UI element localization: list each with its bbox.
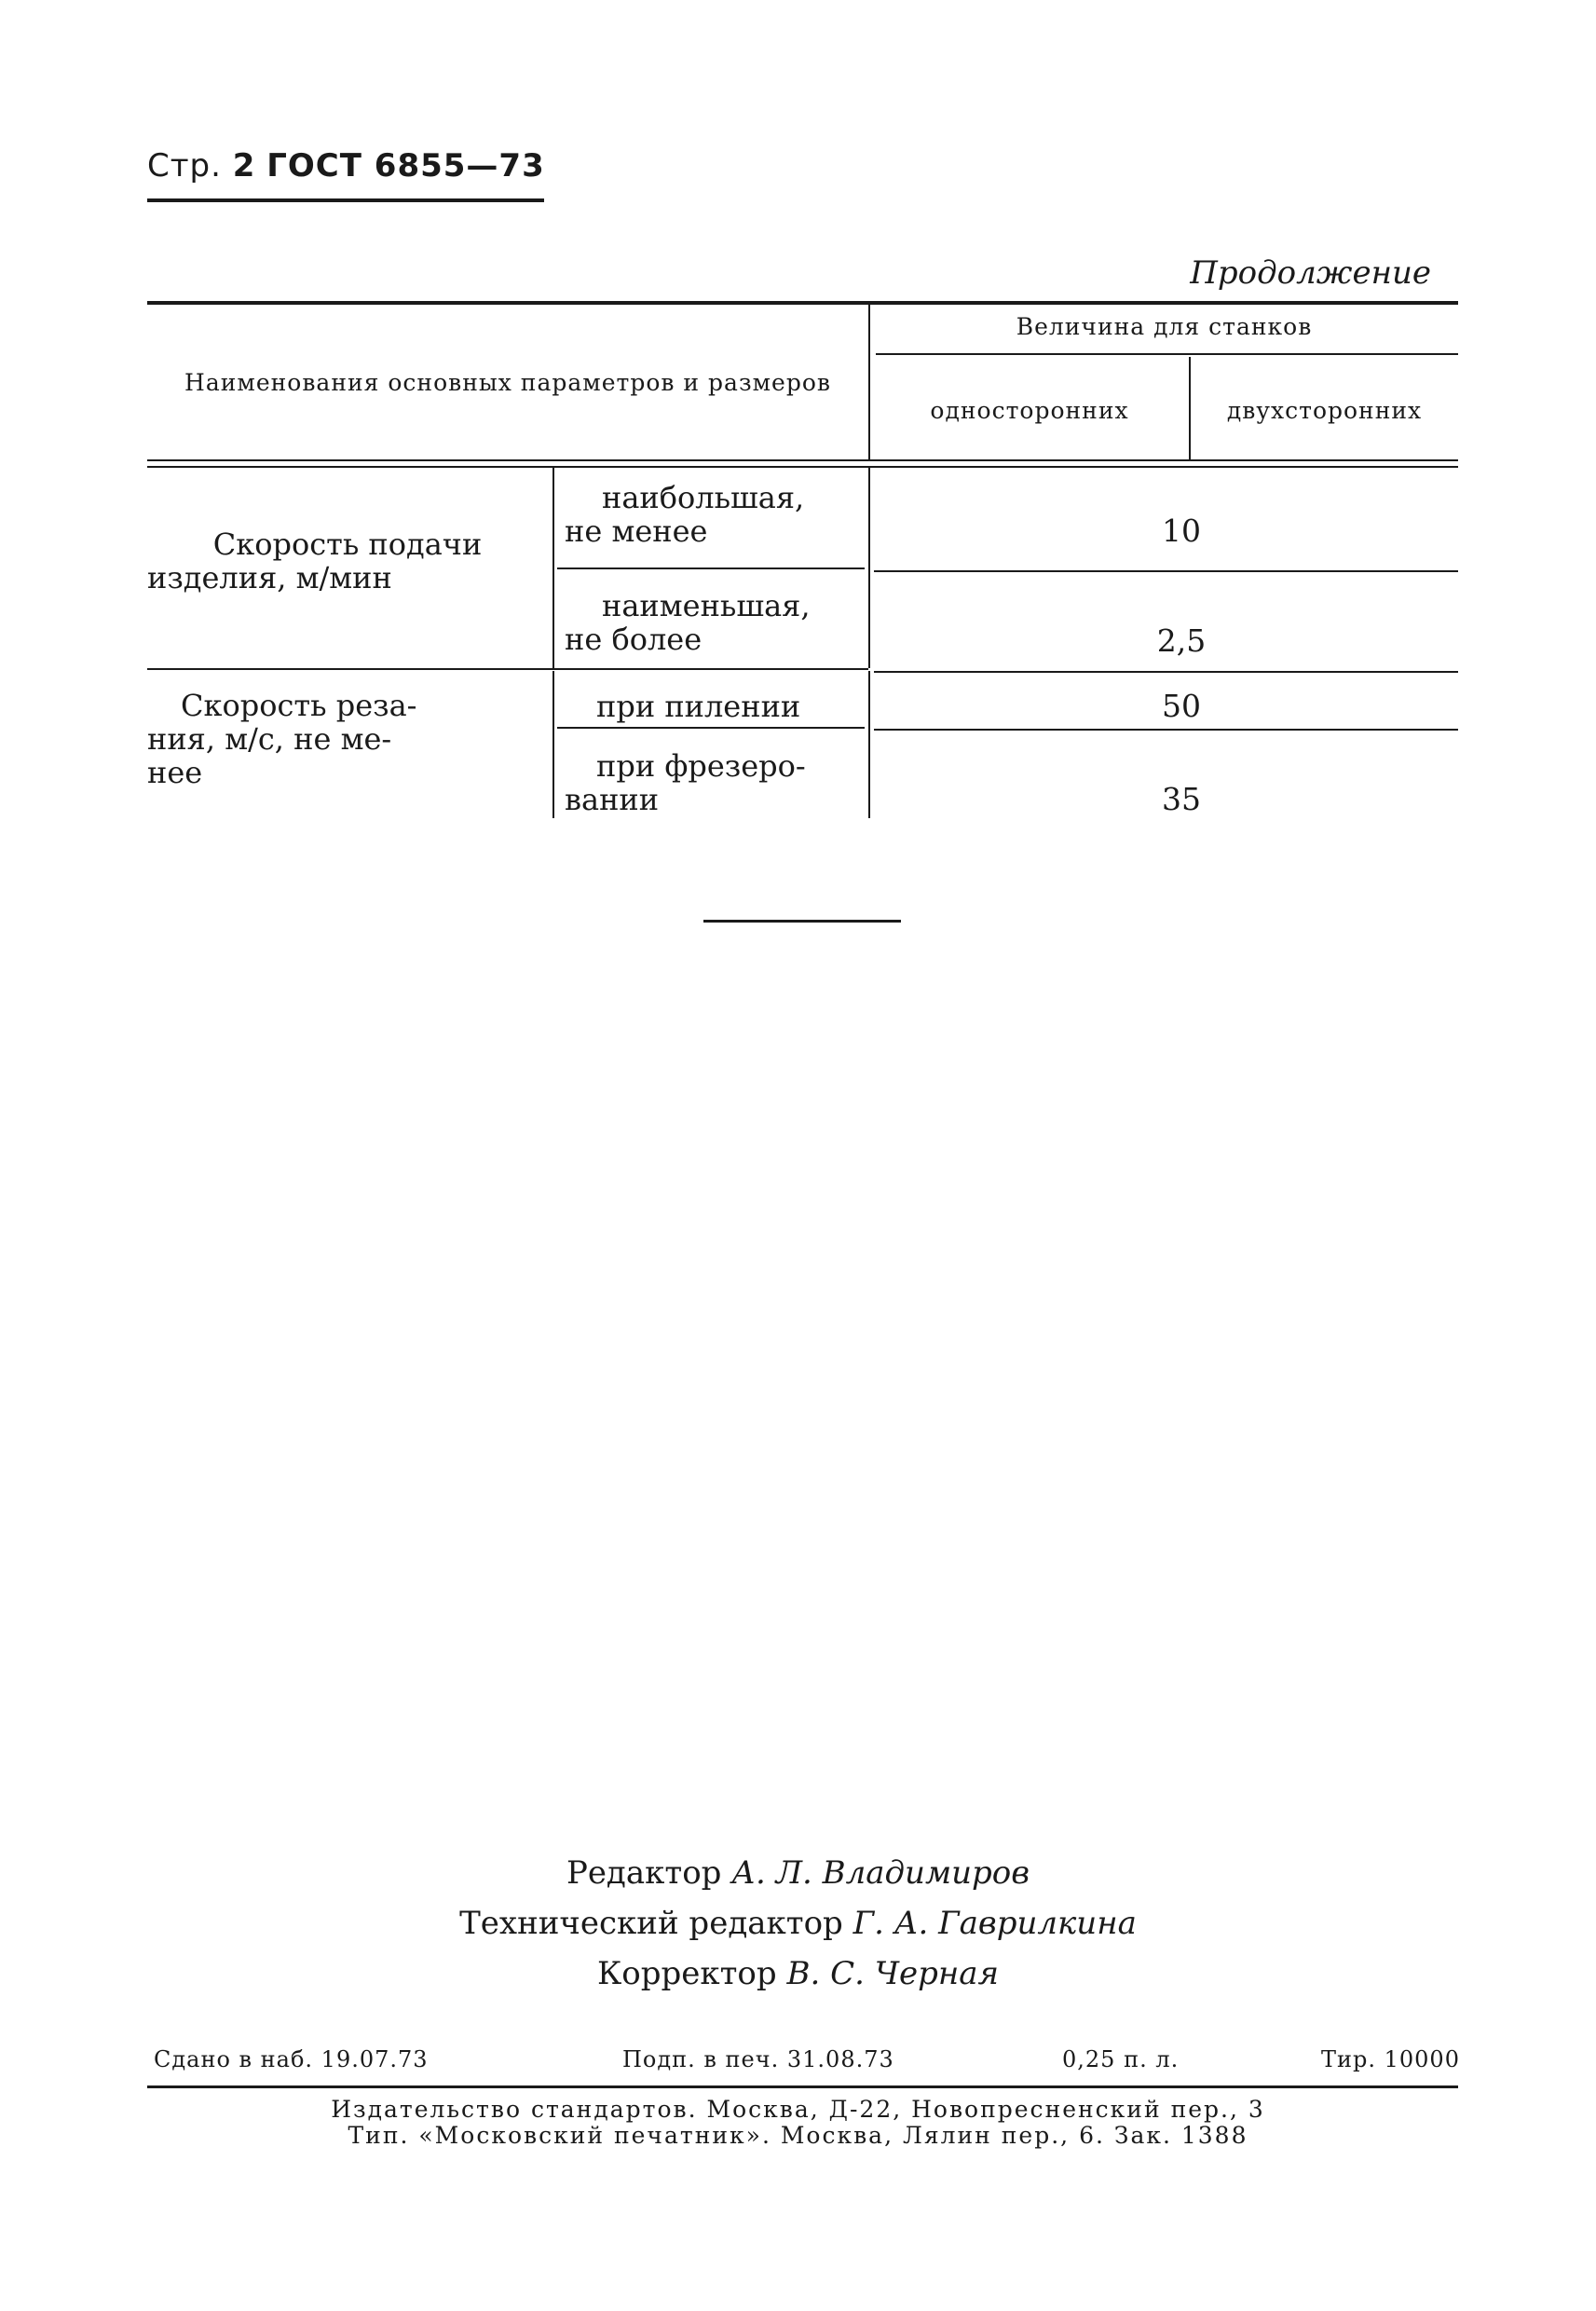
sub-param-line: при фрезеро- (596, 748, 806, 784)
imprint-sent: Сдано в наб. 19.07.73 (154, 2046, 429, 2072)
param-name-line: Скорость реза- (181, 688, 417, 723)
credit-person: В. С. Черная (786, 1955, 1000, 1992)
value-cell: 50 (1162, 688, 1201, 724)
param-name-line: Скорость подачи (212, 526, 483, 562)
imprint-rule (147, 2085, 1458, 2088)
value-cell: 2,5 (1156, 622, 1207, 659)
sub-param-line: наименьшая, (602, 588, 811, 623)
body-divider-1a (552, 468, 554, 668)
body-divider-2b (868, 671, 870, 818)
page-number: 2 (232, 147, 256, 185)
credit-person: А. Л. Владимиров (731, 1854, 1030, 1892)
subrow-rule (557, 727, 865, 729)
group-rule (147, 668, 868, 670)
table-top-rule (147, 301, 1458, 305)
param-name-line: изделия, м/мин (147, 560, 392, 595)
sub-param-line: вании (565, 782, 660, 817)
sub-param-line: не менее (565, 513, 708, 549)
imprint-run: Тир. 10000 (1321, 2046, 1460, 2072)
page-prefix: Стр. (147, 147, 233, 185)
param-name-line: нее (147, 755, 203, 790)
column-header-two-sided: двухсторонних (1226, 397, 1423, 424)
column-header-parameter: Наименования основных параметров и размеров (184, 369, 831, 396)
sub-param-line: при пилении (596, 689, 801, 724)
continuation-label: Продолжение (1190, 254, 1431, 292)
group-underline (876, 353, 1458, 355)
value-cell: 10 (1162, 513, 1201, 549)
header-rule-2 (147, 466, 1458, 468)
column-header-group: Величина для станков (1016, 313, 1313, 340)
subrow-rule (874, 570, 1458, 572)
credit-editor (0, 1854, 1596, 1892)
credit-role: Редактор (566, 1854, 722, 1892)
imprint-sheets: 0,25 п. л. (1062, 2046, 1180, 2072)
body-divider-1b (552, 671, 554, 818)
column-header-one-sided: односторонних (930, 397, 1129, 424)
sub-param (565, 481, 863, 548)
page-header (147, 147, 545, 185)
sub-param (565, 690, 863, 723)
credit-role: Технический редактор (459, 1905, 843, 1942)
sub-param (565, 589, 863, 656)
param-name-line: ния, м/с, не ме- (147, 721, 392, 757)
credit-tech-editor (0, 1905, 1596, 1942)
sub-param-line: не более (565, 622, 703, 657)
credit-corrector (0, 1955, 1596, 1992)
subrow-rule (874, 729, 1458, 731)
body-divider-2a (868, 468, 870, 668)
param-name (147, 527, 548, 595)
credit-role: Корректор (596, 1955, 777, 1992)
subrow-rule (557, 567, 865, 569)
credit-person: Г. А. Гаврилкина (853, 1905, 1137, 1942)
imprint-signed: Подп. в печ. 31.08.73 (622, 2046, 894, 2072)
header-underline (147, 198, 544, 202)
end-rule (703, 920, 901, 923)
header-rule-1 (147, 459, 1458, 461)
group-rule (874, 671, 1458, 673)
sub-param (565, 749, 863, 816)
param-name (147, 689, 427, 789)
sub-param-line: наибольшая, (602, 480, 805, 515)
publisher-line-2: Тип. «Московский печатник». Москва, Лялин пер., 6. Зак. 1388 (348, 2122, 1248, 2149)
value-cell: 35 (1162, 781, 1201, 817)
publisher-line-1: Издательство стандартов. Москва, Д-22, Новопресненский пер., 3 (331, 2096, 1265, 2123)
standard-number: ГОСТ 6855—73 (266, 147, 545, 185)
